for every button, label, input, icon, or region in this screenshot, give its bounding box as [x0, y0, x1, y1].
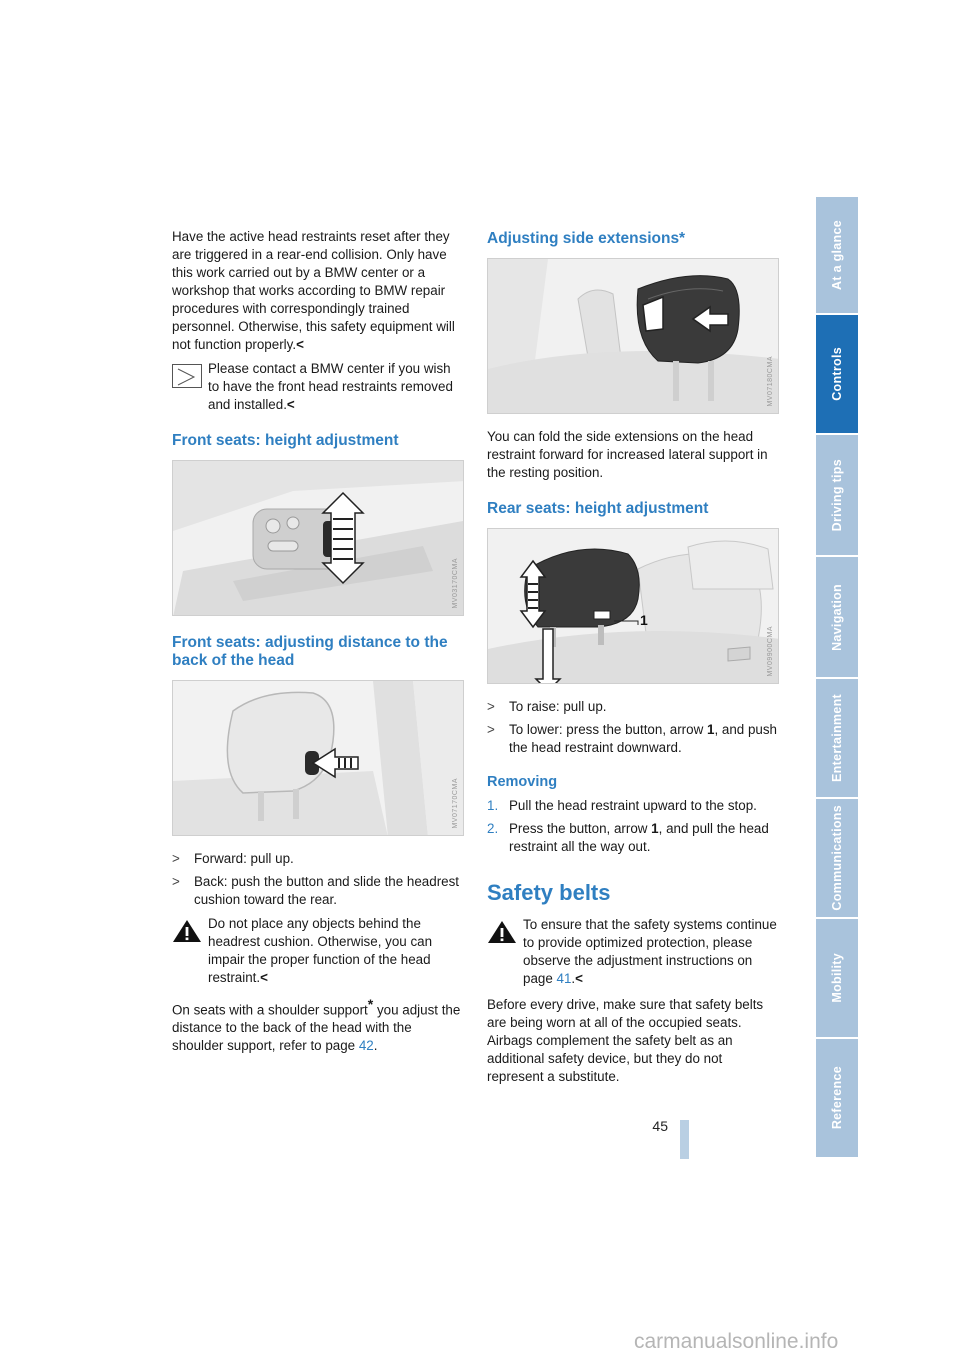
- seat-switch-illustration: [173, 461, 464, 616]
- end-marker: <: [296, 337, 304, 352]
- list-item-text: To lower: press the button, arrow: [509, 722, 707, 737]
- step-text: , and pull the head restraint all the way out.: [509, 821, 769, 854]
- list-item-text: Back: push the button and slide the headrest cushion toward the rear.: [194, 874, 460, 907]
- safety-belt-paragraph: Before every drive, make sure that safety belts are being worn at all of the occupied seats. Airbags complement the safety belt as an additional safety device, but they do not represent a substitute.: [487, 997, 764, 1084]
- list-item-text: To raise: pull up.: [509, 699, 607, 714]
- tab-mobility[interactable]: [816, 919, 858, 1039]
- warning-text: Do not place any objects behind the headrest cushion. Otherwise, you can impair the proper function of the head restraint.: [208, 916, 433, 985]
- step-number: 1.: [487, 798, 499, 813]
- figure-seat-switch: [172, 460, 464, 616]
- paragraph-text: Have the active head restraints reset after they are triggered in a rear-end collision. Only have this work carried out by a BMW center or a workshop that works according to BMW repair procedures with correspondingly trained personnel. Otherwise, this safety equipment will not function properly.: [172, 229, 455, 352]
- heading-safety-belts: Safety belts: [487, 880, 611, 905]
- bullet-marker: >: [172, 874, 180, 889]
- warning-block: [172, 915, 464, 987]
- tab-label: Controls: [830, 347, 844, 401]
- list-item: [487, 698, 779, 716]
- tab-label: Navigation: [830, 583, 844, 651]
- tab-reference[interactable]: [816, 1039, 858, 1159]
- head-restraint-reset-paragraph: [172, 228, 464, 354]
- tab-navigation[interactable]: [816, 557, 858, 679]
- warning-icon: [172, 919, 202, 943]
- tab-communications[interactable]: [816, 799, 858, 919]
- end-marker: <: [575, 971, 583, 986]
- page-marker-bar: [680, 1120, 689, 1159]
- figure-code: MV09900CMA: [767, 626, 774, 677]
- tab-label: Reference: [830, 1066, 844, 1130]
- headrest-button-illustration: [173, 681, 464, 836]
- page-link-41[interactable]: 41: [556, 971, 572, 986]
- tab-driving-tips[interactable]: [816, 435, 858, 557]
- arrow-reference: 1: [706, 722, 715, 737]
- side-extension-paragraph: You can fold the side extensions on the head restraint forward for increased lateral support in the resting position.: [487, 429, 768, 480]
- chapter-sidebar: [816, 197, 858, 1159]
- tab-controls[interactable]: [816, 315, 858, 435]
- list-item-text: , and push the head restraint downward.: [509, 722, 777, 755]
- figure-code: MV07180CMA: [767, 356, 774, 407]
- end-marker: <: [286, 397, 295, 412]
- figure-side-extensions: [487, 258, 779, 414]
- heading-front-distance: Front seats: adjusting distance to the back of the head: [172, 634, 448, 669]
- bullet-marker: >: [487, 722, 495, 737]
- warning-text: To ensure that the safety systems continue to provide optimized protection, please observe the adjustment instructions on page: [523, 917, 777, 986]
- list-item: [487, 721, 779, 757]
- page-number: 45: [652, 1118, 668, 1134]
- tab-label: Mobility: [830, 953, 844, 1003]
- left-column: [172, 228, 464, 1061]
- tab-label: Entertainment: [830, 694, 844, 782]
- page-link-42[interactable]: 42: [358, 1038, 374, 1054]
- figure-rear-headrest: [487, 528, 779, 684]
- tab-label: At a glance: [830, 220, 844, 290]
- arrow-reference: 1: [651, 821, 659, 836]
- paragraph-text: On seats with a shoulder support: [172, 1002, 368, 1018]
- heading-front-height: Front seats: height adjustment: [172, 432, 399, 449]
- watermark: carmanualsonline.info: [634, 1330, 839, 1353]
- warning-icon: [487, 920, 517, 944]
- note-block: [172, 360, 464, 414]
- end-marker: <: [260, 970, 268, 985]
- heading-rear-height: Rear seats: height adjustment: [487, 500, 709, 517]
- step-item: [487, 797, 779, 815]
- step-text: Pull the head restraint upward to the stop.: [509, 798, 757, 813]
- tab-label: Driving tips: [830, 458, 844, 532]
- note-text: Please contact a BMW center if you wish to have the front head restraints removed and installed.: [208, 361, 453, 412]
- heading-removing: Removing: [487, 774, 558, 790]
- bullet-marker: >: [487, 699, 495, 714]
- heading-side-extensions: Adjusting side extensions*: [487, 230, 686, 247]
- note-icon: [172, 364, 202, 388]
- paragraph-text: you adjust the distance to the back of the head with the shoulder support, refer to page: [172, 1002, 461, 1054]
- tab-label: Communications: [830, 805, 844, 911]
- tab-entertainment[interactable]: [816, 679, 858, 799]
- warning-block: [487, 916, 779, 988]
- paragraph-text: .: [373, 1038, 378, 1054]
- figure-code: MV03170CMA: [452, 558, 459, 609]
- tab-at-a-glance[interactable]: [816, 197, 858, 315]
- list-item: [172, 850, 464, 868]
- arrow-label: 1: [640, 612, 648, 628]
- figure-code: MV07170CMA: [452, 778, 459, 829]
- figure-headrest-button: [172, 680, 464, 836]
- step-number: 2.: [487, 821, 499, 836]
- right-column: [487, 228, 779, 1092]
- shoulder-support-paragraph: [172, 995, 464, 1055]
- list-item: [172, 873, 464, 909]
- warning-text: .: [571, 971, 576, 986]
- optional-equipment-star: *: [367, 996, 374, 1012]
- list-item-text: Forward: pull up.: [194, 851, 294, 866]
- step-item: [487, 820, 779, 856]
- rear-headrest-illustration: [488, 529, 779, 684]
- side-extension-illustration: [488, 259, 779, 414]
- step-text: Press the button, arrow: [509, 821, 652, 836]
- bullet-marker: >: [172, 851, 180, 866]
